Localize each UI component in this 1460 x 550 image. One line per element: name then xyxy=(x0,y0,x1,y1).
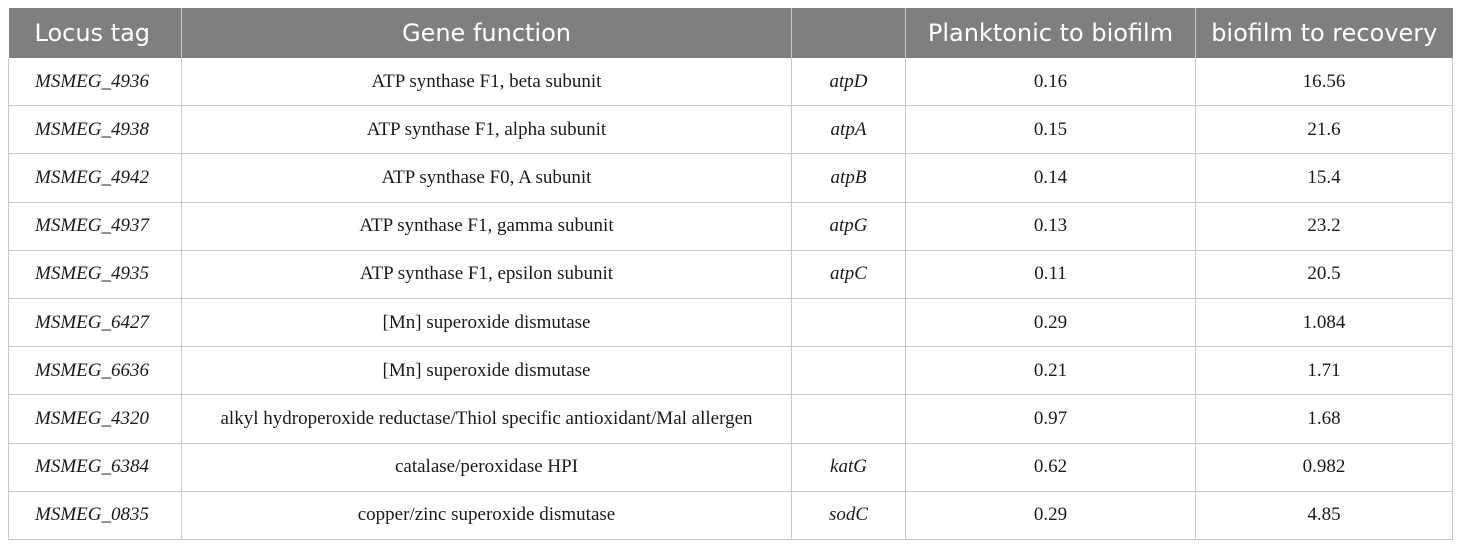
gene-expression-table-container xyxy=(8,8,1452,540)
gene-function-cell: ATP synthase F0, A subunit xyxy=(182,154,792,202)
locus-tag-cell: MSMEG_0835 xyxy=(9,491,182,539)
table-row xyxy=(9,58,1453,106)
header-gene-function: Gene function xyxy=(182,8,792,58)
table-row xyxy=(9,154,1453,202)
gene-function-cell: ATP synthase F1, gamma subunit xyxy=(182,202,792,250)
biofilm-to-recovery-cell: 1.71 xyxy=(1196,347,1453,395)
table-row xyxy=(9,395,1453,443)
locus-tag-cell: MSMEG_4938 xyxy=(9,106,182,154)
gene-expression-table xyxy=(8,8,1453,540)
biofilm-to-recovery-cell: 4.85 xyxy=(1196,491,1453,539)
locus-tag-cell: MSMEG_4935 xyxy=(9,250,182,298)
header-gene-name xyxy=(792,8,906,58)
gene-function-cell: ATP synthase F1, alpha subunit xyxy=(182,106,792,154)
header-biofilm-to-recovery: biofilm to recovery xyxy=(1196,8,1453,58)
header-locus-tag: Locus tag xyxy=(9,8,182,58)
table-row xyxy=(9,106,1453,154)
gene-name-cell xyxy=(792,298,906,346)
biofilm-to-recovery-cell: 15.4 xyxy=(1196,154,1453,202)
biofilm-to-recovery-cell: 20.5 xyxy=(1196,250,1453,298)
biofilm-to-recovery-cell: 0.982 xyxy=(1196,443,1453,491)
gene-function-cell: copper/zinc superoxide dismutase xyxy=(182,491,792,539)
gene-name-cell: atpA xyxy=(792,106,906,154)
table-row xyxy=(9,250,1453,298)
biofilm-to-recovery-cell: 1.084 xyxy=(1196,298,1453,346)
gene-function-cell: ATP synthase F1, epsilon subunit xyxy=(182,250,792,298)
gene-function-cell: ATP synthase F1, beta subunit xyxy=(182,58,792,106)
planktonic-to-biofilm-cell: 0.97 xyxy=(906,395,1196,443)
gene-name-cell: atpC xyxy=(792,250,906,298)
planktonic-to-biofilm-cell: 0.29 xyxy=(906,491,1196,539)
locus-tag-cell: MSMEG_6636 xyxy=(9,347,182,395)
gene-name-cell: atpB xyxy=(792,154,906,202)
header-row xyxy=(9,8,1453,58)
gene-name-cell: sodC xyxy=(792,491,906,539)
locus-tag-cell: MSMEG_4942 xyxy=(9,154,182,202)
biofilm-to-recovery-cell: 23.2 xyxy=(1196,202,1453,250)
planktonic-to-biofilm-cell: 0.13 xyxy=(906,202,1196,250)
planktonic-to-biofilm-cell: 0.62 xyxy=(906,443,1196,491)
table-row xyxy=(9,298,1453,346)
locus-tag-cell: MSMEG_4936 xyxy=(9,58,182,106)
locus-tag-cell: MSMEG_6384 xyxy=(9,443,182,491)
table-row xyxy=(9,202,1453,250)
planktonic-to-biofilm-cell: 0.11 xyxy=(906,250,1196,298)
biofilm-to-recovery-cell: 16.56 xyxy=(1196,58,1453,106)
planktonic-to-biofilm-cell: 0.29 xyxy=(906,298,1196,346)
table-row xyxy=(9,443,1453,491)
table-row xyxy=(9,347,1453,395)
planktonic-to-biofilm-cell: 0.14 xyxy=(906,154,1196,202)
header-planktonic-to-biofilm: Planktonic to biofilm xyxy=(906,8,1196,58)
biofilm-to-recovery-cell: 21.6 xyxy=(1196,106,1453,154)
table-row xyxy=(9,491,1453,539)
planktonic-to-biofilm-cell: 0.21 xyxy=(906,347,1196,395)
gene-name-cell xyxy=(792,395,906,443)
gene-function-cell: [Mn] superoxide dismutase xyxy=(182,347,792,395)
gene-name-cell xyxy=(792,347,906,395)
gene-function-cell: catalase/peroxidase HPI xyxy=(182,443,792,491)
gene-function-cell: [Mn] superoxide dismutase xyxy=(182,298,792,346)
biofilm-to-recovery-cell: 1.68 xyxy=(1196,395,1453,443)
gene-function-cell: alkyl hydroperoxide reductase/Thiol specific antioxidant/Mal allergen xyxy=(182,395,792,443)
locus-tag-cell: MSMEG_4320 xyxy=(9,395,182,443)
locus-tag-cell: MSMEG_4937 xyxy=(9,202,182,250)
gene-name-cell: atpG xyxy=(792,202,906,250)
planktonic-to-biofilm-cell: 0.15 xyxy=(906,106,1196,154)
gene-name-cell: katG xyxy=(792,443,906,491)
gene-name-cell: atpD xyxy=(792,58,906,106)
locus-tag-cell: MSMEG_6427 xyxy=(9,298,182,346)
planktonic-to-biofilm-cell: 0.16 xyxy=(906,58,1196,106)
